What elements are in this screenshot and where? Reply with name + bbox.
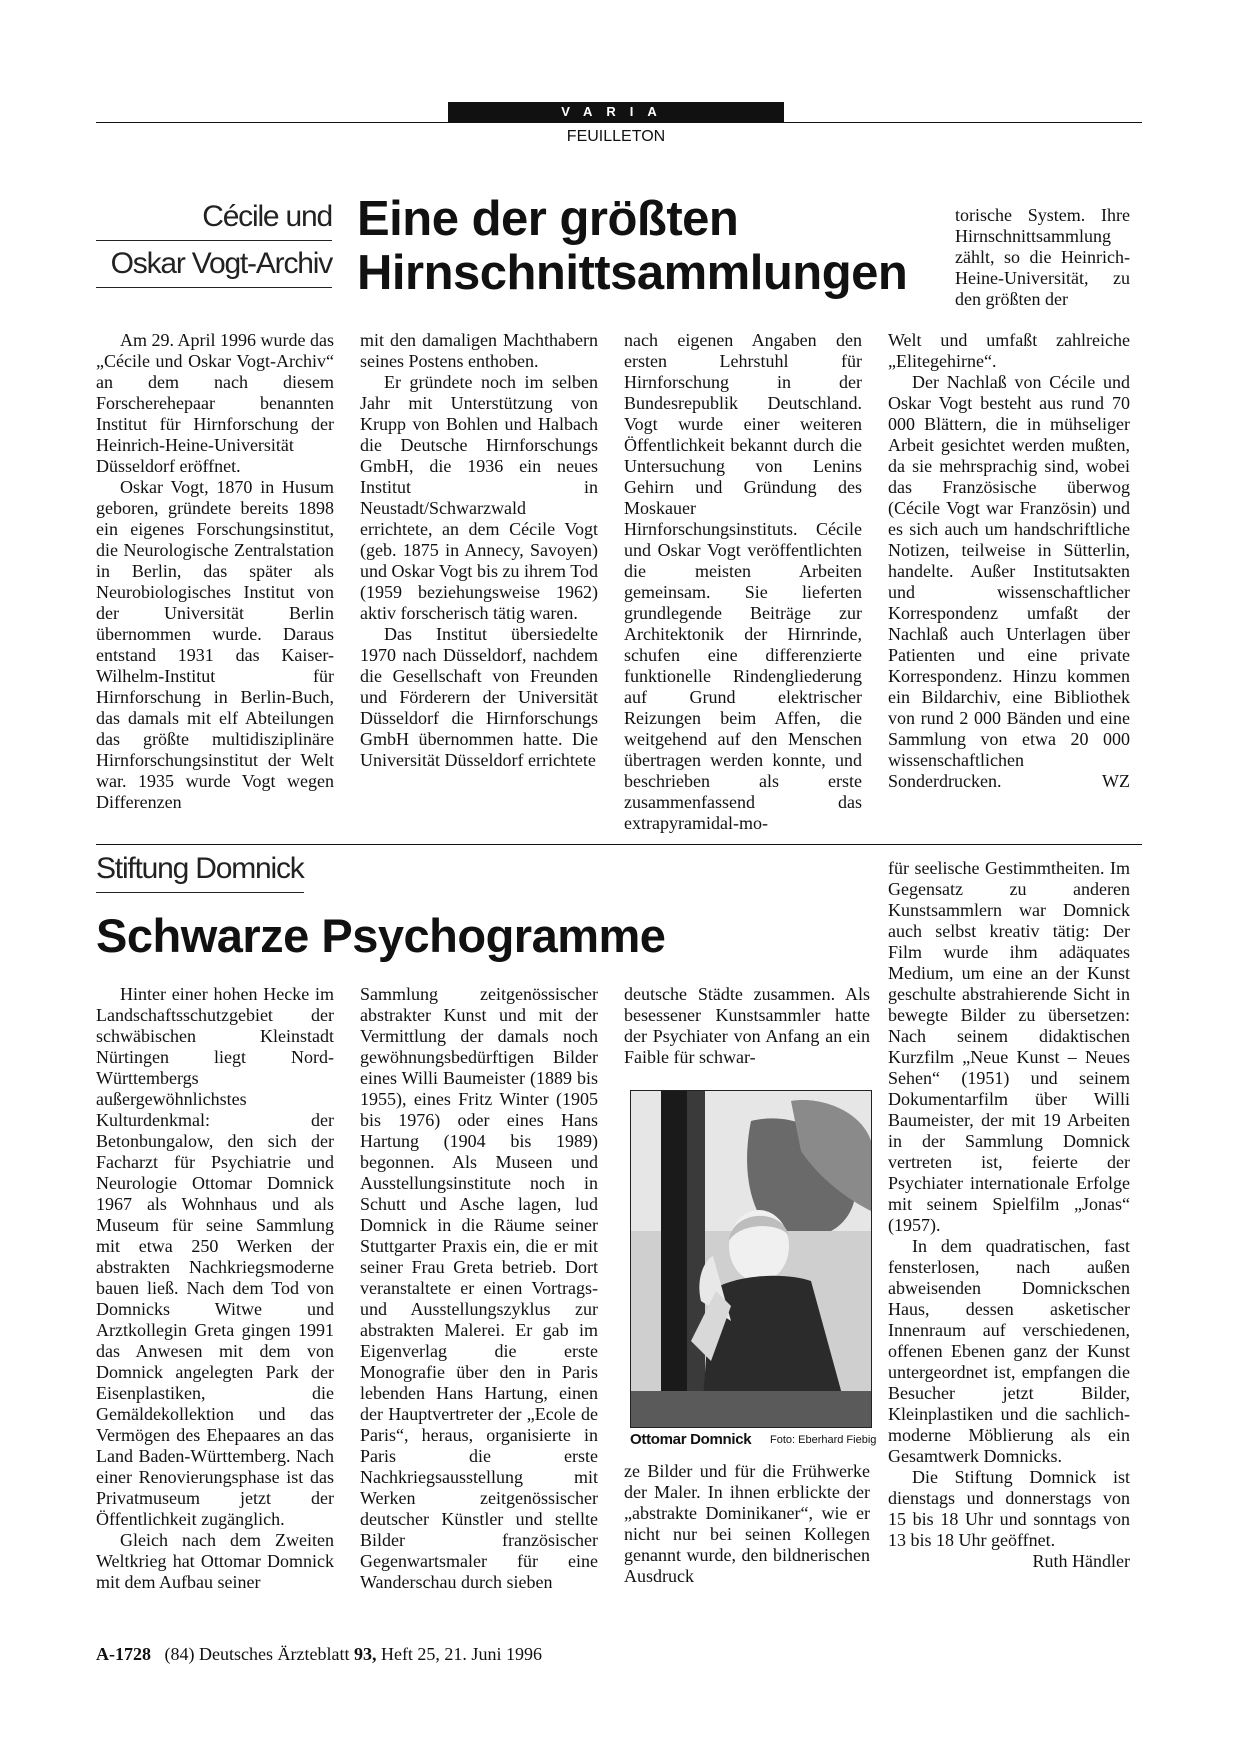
paragraph: In dem quadratischen, fast fensterlosen, nach außen abweisenden Domnickschen Haus, dessen asketischer Innenraum auf verschiedenen, offenen Ebenen ganz der Kunst untergeordnet ist, empfangen die Besucher jetzt Bilder, Kleinplastiken und die sachlich-moderne Möblierung als ein Gesamtwerk Domnicks. xyxy=(888,1236,1130,1466)
page-number: (84) xyxy=(164,1644,195,1664)
author-name: Ruth Händler xyxy=(1032,1551,1130,1571)
paragraph: nach eigenen Angaben den ersten Lehrstuhl für Hirnforschung in der Bundesrepublik Deutschland. Vogt wurde einer weiteren Öffentlichkeit bekannt durch die Untersuchung von Lenins Gehirn und Gründung des Moskauer Hirnforschungsinstituts. Cécile und Oskar Vogt veröffentlichten die meisten Arbeiten gemeinsam. Sie lieferten grundlegende Beiträge zur Architektonik der Hirnrinde, schufen eine differenzierte funktionelle Rindengliederung auf Grund elektrischer Reizungen beim Affen, die weitgehend auf den Menschen übertragen werden konnte, und beschrieben als erste zusammenfassend das extrapyramidal-mo- xyxy=(624,330,862,833)
paragraph: ze Bilder und für die Frühwerke der Maler. In ihnen erblickte der „abstrakte Dominikaner“, wie er nicht nur bei seinen Kollegen genannt wurde, den bildnerischen Ausdruck xyxy=(624,1461,870,1586)
paragraph: Welt und umfaßt zahlreiche „Elitegehirne“. xyxy=(888,330,1130,371)
kicker-line-2: Oskar Vogt-Archiv xyxy=(96,241,332,288)
subsection-label: FEUILLETON xyxy=(566,128,666,145)
article2-column-1 xyxy=(96,984,334,1593)
author-initials: WZ xyxy=(1102,771,1130,791)
article1-column-4 xyxy=(888,330,1130,792)
article2-column-2 xyxy=(360,984,598,1593)
paragraph: Oskar Vogt, 1870 in Husum geboren, gründete bereits 1898 ein eigenes Forschungsinstitut, die Neurologische Zentralstation in Berlin, das später als Neurobiologisches Institut von der Universität Berlin übernommen wurde. Daraus entstand 1931 das Kaiser-Wilhelm-Institut für Hirnforschung in Berlin-Buch, das damals mit elf Abteilungen das größte multidisziplinäre Hirnforschungsinstitut der Welt war. 1935 wurde Vogt wegen Differenzen xyxy=(96,477,334,812)
article1-column-3 xyxy=(624,330,862,834)
paragraph: torische System. Ihre Hirnschnittsammlung zählt, so die Heinrich-Heine-Universität, zu den größten der xyxy=(955,205,1130,309)
article2-kicker xyxy=(96,846,304,893)
issue-info: Heft 25, 21. Juni 1996 xyxy=(380,1644,542,1664)
headline-line-1: Eine der größten xyxy=(357,192,739,246)
paragraph: Er gründete noch im selben Jahr mit Unterstützung von Krupp von Bohlen und Halbach die Deutsche Hirnforschungs GmbH, die 1936 ein neues Institut in Neustadt/Schwarzwald errichtete, an dem Cécile Vogt (geb. 1875 in Annecy, Savoyen) und Oskar Vogt bis zu ihrem Tod (1959 beziehungsweise 1962) aktiv forscherisch tätig waren. xyxy=(360,372,598,623)
paragraph: deutsche Städte zusammen. Als besessener Kunstsammler hatte der Psychiater von Anfang an ein Faible für schwar- xyxy=(624,984,870,1067)
article2-headline: Schwarze Psychogramme xyxy=(96,909,666,962)
article2-column-3-bottom xyxy=(624,1461,870,1587)
portrait-photo xyxy=(630,1090,872,1428)
journal-name: Deutsches Ärzteblatt xyxy=(199,1644,350,1664)
article2-column-4 xyxy=(888,858,1130,1572)
paragraph-text: Die Stiftung Domnick ist dienstags und donnerstags von 15 bis 18 Uhr und sonntags von 13 bis 18 Uhr geöffnet. xyxy=(888,1467,1130,1550)
volume-number: 93, xyxy=(353,1644,377,1664)
top-rule xyxy=(96,122,1142,123)
article-divider xyxy=(96,844,1142,845)
paragraph: für seelische Gestimmtheiten. Im Gegensatz zu anderen Kunstsammlern war Domnick auch selbst kreativ tätig: Der Film wurde ihm adäquates Medium, um eine an der Kunst geschulte abstrahierende Sicht in bewegte Bilder zu übersetzen: Nach seinem didaktischen Kurzfilm „Neue Kunst – Neues Sehen“ (1951) und seinem Dokumentarfilm über Willi Baumeister, der mit 19 Arbeiten in der Sammlung Domnick vertreten ist, feierte der Psychiater internationale Erfolge mit seinem Spielfilm „Jonas“ (1957). xyxy=(888,858,1130,1235)
paragraph xyxy=(888,372,1130,792)
paragraph: Sammlung zeitgenössischer abstrakter Kunst und mit der Vermittlung der damals noch gewöhnungsbedürftigen Bilder eines Willi Baumeister (1889 bis 1955), eines Fritz Winter (1905 bis 1976) oder eines Hans Hartung (1904 bis 1989) begonnen. Als Museen und Ausstellungsinstitute noch in Schutt und Asche lagen, lud Domnick in die Räume seiner Stuttgarter Praxis ein, die er mit seiner Frau Greta betrieb. Dort veranstaltete er einen Vortrags- und Ausstellungszyklus zur abstrakten Malerei. Er gab im Eigenverlag die erste Monografie über den in Paris lebenden Hans Hartung, einen der Hauptvertreter der „Ecole de Paris“, heraus, organisierte in Paris die erste Nachkriegsausstellung mit Werken zeitgenössischer deutscher Künstler und stellte Bilder französischer Gegenwartsmaler für eine Wanderschau durch sieben xyxy=(360,984,598,1592)
page-code: A-1728 xyxy=(96,1644,151,1664)
kicker-line: Stiftung Domnick xyxy=(96,846,304,893)
section-label: VARIA xyxy=(448,102,784,122)
paragraph: Am 29. April 1996 wurde das „Cécile und Oskar Vogt-Archiv“ an dem nach diesem Forscherehepaar benannten Institut für Hirnforschung der Heinrich-Heine-Universität Düsseldorf eröffnet. xyxy=(96,330,334,476)
article1-headline xyxy=(357,192,907,300)
page-footer xyxy=(96,1644,542,1665)
article2-column-3-top xyxy=(624,984,870,1068)
paragraph: Gleich nach dem Zweiten Weltkrieg hat Ottomar Domnick mit dem Aufbau seiner xyxy=(96,1530,334,1592)
article1-column-2 xyxy=(360,330,598,771)
paragraph: Hinter einer hohen Hecke im Landschaftsschutzgebiet der schwäbischen Kleinstadt Nürtingen liegt Nord-Württembergs außergewöhnlichstes Kulturdenkmal: der Betonbungalow, den sich der Facharzt für Psychiatrie und Neurologie Ottomar Domnick 1967 als Wohnhaus und als Museum für seine Sammlung mit etwa 250 Werken der abstrakten Nachkriegsmoderne bauen ließ. Nach dem Tod von Domnicks Witwe und Arztkollegin Greta gingen 1991 das Anwesen mit dem von Domnick angelegten Park der Eisenplastiken, die Gemäldekollektion und das Vermögen des Ehepaares an das Land Baden-Württemberg. Nach einer Renovierungsphase ist das Privatmuseum jetzt der Öffentlichkeit zugänglich. xyxy=(96,984,334,1529)
article1-kicker xyxy=(96,194,332,288)
paragraph: mit den damaligen Machthabern seines Postens enthoben. xyxy=(360,330,598,371)
paragraph-text: Der Nachlaß von Cécile und Oskar Vogt besteht aus rund 70 000 Blättern, die in mühseliger Arbeit gesichtet werden mußten, da sie mehrsprachig sind, wobei das Französische überwog (Cécile Vogt war Französin) und es sich auch um handschriftliche Notizen, teilweise in Sütterlin, handelte. Außer Institutsakten und wissenschaftlicher Korrespondenz umfaßt der Nachlaß auch Unterlagen über Patienten und eine private Korrespondenz. Hinzu kommen ein Bildarchiv, eine Bibliothek von rund 2 000 Bänden und eine Sammlung von etwa 20 000 wissenschaftlichen Sonderdrucken. xyxy=(888,372,1130,791)
portrait-photo-image xyxy=(631,1091,871,1427)
article1-column-1 xyxy=(96,330,334,813)
paragraph xyxy=(888,1467,1130,1571)
paragraph: Das Institut übersiedelte 1970 nach Düsseldorf, nachdem die Gesellschaft von Freunden und Förderern der Universität Düsseldorf die Hirnforschungs GmbH übernommen hatte. Die Universität Düsseldorf errichtete xyxy=(360,624,598,770)
photo-caption: Ottomar Domnick xyxy=(630,1431,752,1448)
photo-credit: Foto: Eberhard Fiebig xyxy=(770,1434,877,1446)
headline-line-2: Hirnschnittsammlungen xyxy=(357,246,908,300)
kicker-line-1: Cécile und xyxy=(96,194,332,241)
article1-column-4-top xyxy=(955,205,1130,310)
